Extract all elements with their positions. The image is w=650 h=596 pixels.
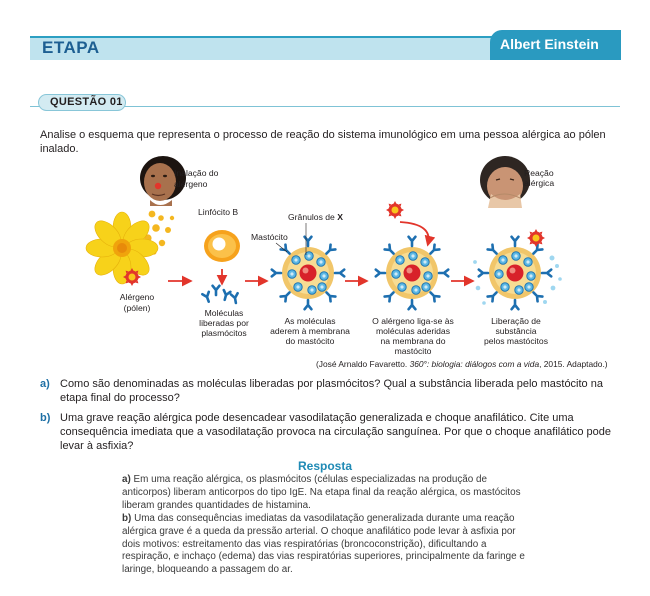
- released-antibodies: [202, 286, 239, 304]
- answer-a: a) Em uma reação alérgica, os plasmócitos (células especializadas na produção de anticorpos) liberam anticorpos do tipo IgE. Na etapa final da reação alérgica, os mastócitos liberam grandes quantidades de histamina.: [122, 474, 521, 511]
- mast-cell-allergen-bound: [376, 237, 448, 309]
- pollen-flower-illustration: [86, 212, 158, 284]
- label-binds-2: moléculas aderidas: [375, 326, 451, 336]
- mast-cell-releasing: [473, 229, 562, 309]
- b-lymphocyte-cell: [204, 230, 240, 262]
- label-granules: Grânulos de X: [288, 212, 343, 222]
- label-molecules: Moléculas: [204, 308, 244, 318]
- item-letter-a: a): [40, 378, 50, 390]
- label-release: Liberação de: [491, 316, 541, 326]
- item-text-a: Como são denominadas as moléculas liberadas por plasmócitos? Qual a substância liberada pelo mastócito na etapa final do processo?: [60, 378, 603, 404]
- label-adhere: As moléculas: [284, 316, 336, 326]
- label-inhalation-2: alérgeno: [174, 179, 208, 189]
- label-binds-3: na membrana do: [380, 336, 446, 346]
- label-mast-cell: Mastócito: [251, 232, 288, 242]
- item-text-b: Uma grave reação alérgica pode desencadear vasodilatação generalizada e choque anafilático. Cite uma consequência imediata que a vasodilatação provoca na circulação sanguínea. Por que o choque anafilático pode levar à asfixia?: [60, 412, 611, 452]
- label-molecules-3: plasmócitos: [201, 328, 247, 338]
- label-inhalation: Inalação do: [174, 168, 219, 178]
- label-molecules-2: liberadas por: [199, 318, 249, 328]
- face-allergic-reaction-illustration: [480, 156, 530, 208]
- item-letter-b: b): [40, 412, 51, 424]
- label-reaction: Reação: [524, 168, 554, 178]
- label-binds-4: mastócito: [394, 346, 432, 356]
- label-reaction-2: alérgica: [524, 178, 555, 188]
- question-item-b: [40, 411, 615, 453]
- allergen-approaching: [386, 201, 404, 219]
- question-label: QUESTÃO 01: [50, 96, 123, 108]
- label-lymphocyte: Linfócito B: [198, 207, 239, 217]
- answer-title: Resposta: [297, 459, 353, 473]
- label-release-2: substância: [495, 326, 537, 336]
- answer-b: b) Uma das consequências imediatas da vasodilatação generalizada durante uma reação alérgica grave é a queda da pressão arterial. O choque anafilático pode levar à asfixia por dois motivos: estreitamento das vias respiratórias (broncoconstrição), dificultando a respiração, e inchaço (edema) das vias respiratórias superiores, principalmente da faringe e laringe, bloqueando a passagem do ar.: [122, 512, 525, 576]
- label-binds: O alérgeno liga-se às: [372, 316, 454, 326]
- label-release-3: pelos mastócitos: [483, 336, 549, 346]
- section-title: ETAPA: [42, 38, 100, 57]
- answer-body: [122, 474, 530, 577]
- mast-cell-with-antibodies: [272, 237, 344, 309]
- brand-name: Albert Einstein: [500, 36, 599, 52]
- question-intro: Analise o esquema que representa o processo de reação do sistema imunológico em uma pessoa alérgica ao pólen inalado.: [40, 129, 606, 155]
- label-adhere-3: do mastócito: [285, 336, 335, 346]
- label-allergen-2: (pólen): [123, 303, 151, 313]
- label-adhere-2: aderem à membrana: [270, 326, 350, 336]
- label-allergen: Alérgeno: [119, 292, 155, 302]
- allergen-pollen-grain: [123, 268, 141, 286]
- question-item-a: [40, 377, 615, 405]
- figure-caption: (José Arnaldo Favaretto. 360°: biologia: diálogos com a vida, 2015. Adaptado.): [316, 359, 608, 369]
